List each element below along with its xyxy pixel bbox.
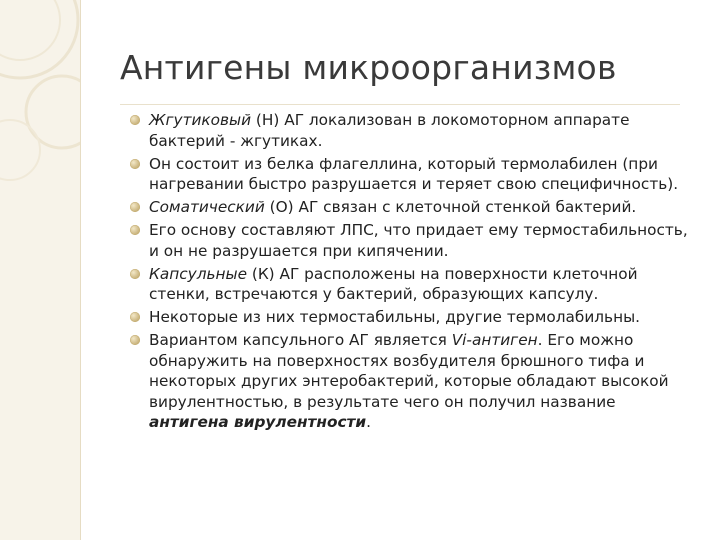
bullet-marker-icon [130,159,140,169]
bullet-text-run: . [366,413,371,431]
decorative-circles-graphic [0,0,80,540]
title-divider [120,104,680,105]
bullet-text-run: Он состоит из белка флагеллина, который термолабилен (при нагревании быстро разрушается и теряет свою специфичность). [149,154,679,193]
bullet-marker-icon [130,225,140,235]
bullet-item [149,197,689,218]
bullet-item [149,110,689,151]
bullet-item [149,154,689,195]
bullet-text-run: Его основу составляют ЛПС, что придает ему термостабильность, и он не разрушается при кипячении. [149,221,688,260]
page-title: Антигены микроорганизмов [120,48,617,87]
bullet-text-run: антигена вирулентности [149,413,367,431]
bullet-item [149,264,689,305]
bullet-text-run: Соматический [149,198,265,216]
bullet-list [149,110,689,435]
bullet-text-run: Жгутиковый [149,111,252,129]
bullet-item [149,330,689,433]
bullet-text-run: (Н) АГ локализован в локомоторном аппарате бактерий - жгутиках. [149,111,630,150]
bullet-marker-icon [130,115,140,125]
decorative-side-strip [0,0,81,540]
bullet-text-run: Vi-антиген [451,331,538,349]
bullet-item [149,307,689,328]
bullet-marker-icon [130,269,140,279]
bullet-text-run: Вариантом капсульного АГ является [149,331,452,349]
bullet-marker-icon [130,202,140,212]
bullet-text-run: Некоторые из них термостабильны, другие термолабильны. [149,308,641,326]
bullet-text-run: (О) АГ связан с клеточной стенкой бактерий. [264,198,637,216]
bullet-marker-icon [130,312,140,322]
bullet-marker-icon [130,335,140,345]
bullet-text-run: . Его можно обнаружить на поверхностях возбудителя брюшного тифа и некоторых других энтеробактерий, которые обладают высокой вирулентностью, в результате чего он получил название [149,331,669,411]
bullet-text-run: Капсульные [149,264,247,283]
bullet-item [149,220,689,261]
bullet-text-run: (К) АГ расположены на поверхности клеточной стенки, встречаются у бактерий, образующих капсулу. [149,264,638,303]
